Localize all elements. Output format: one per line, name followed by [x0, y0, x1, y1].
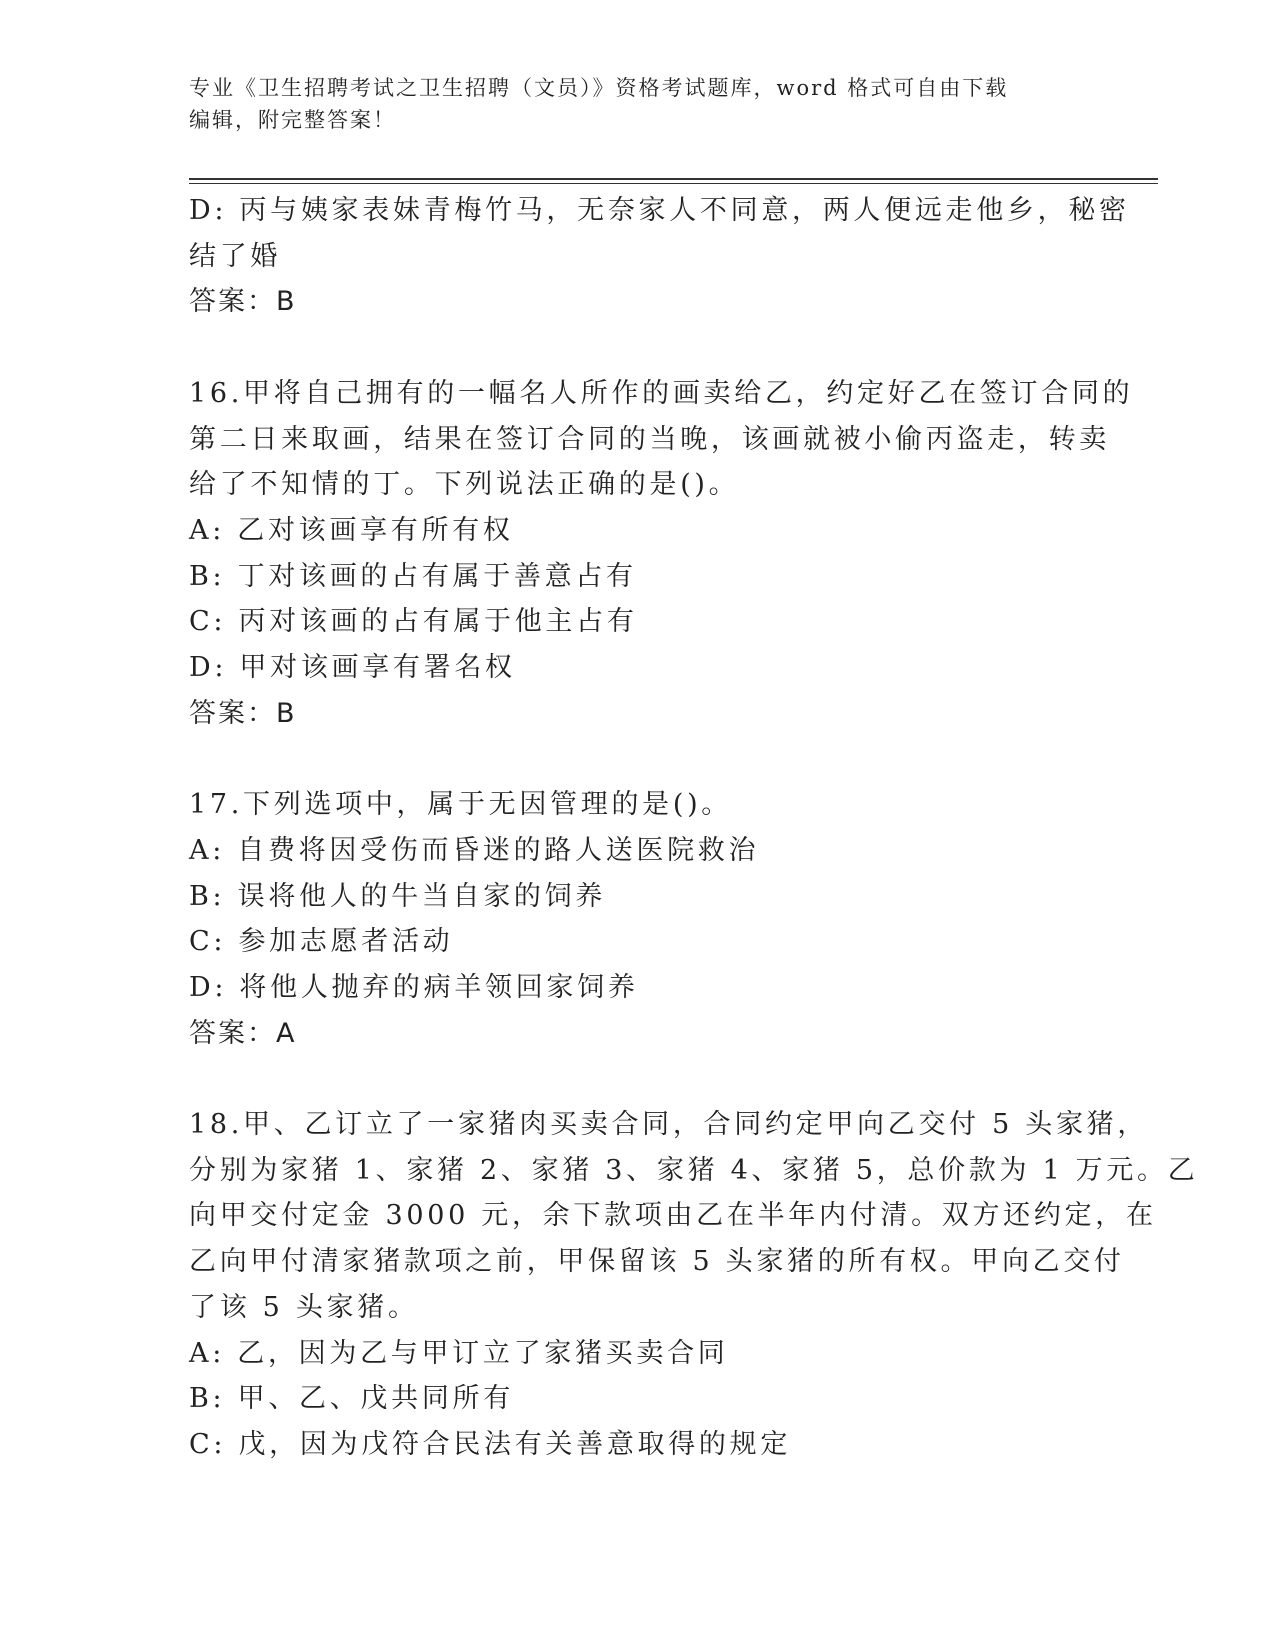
- question-16-option-c: C: 丙对该画的占有属于他主占有: [189, 606, 638, 638]
- question-16-stem-line-2: 第二日来取画，结果在签订合同的当晚，该画就被小偷丙盗走，转卖: [189, 423, 1110, 455]
- question-18: [189, 1102, 1199, 1468]
- answer-16: 答案：B: [189, 697, 297, 729]
- question-16-option-b: B: 丁对该画的占有属于善意占有: [189, 560, 637, 592]
- question-18-stem-line-2: 分别为家猪 1、家猪 2、家猪 3、家猪 4、家猪 5，总价款为 1 万元。乙: [189, 1154, 1199, 1186]
- question-18-option-c: C: 戊，因为戊符合民法有关善意取得的规定: [189, 1428, 792, 1460]
- question-16: [189, 371, 1134, 737]
- header-rule-thick: [189, 178, 1158, 180]
- question-16-option-d: D: 甲对该画享有署名权: [189, 652, 516, 684]
- option-d-line-1: D: 丙与姨家表妹青梅竹马，无奈家人不同意，两人便远走他乡，秘密: [189, 195, 1130, 226]
- question-18-option-a: A: 乙，因为乙与甲订立了家猪买卖合同: [189, 1337, 729, 1369]
- spacer: [189, 1056, 1089, 1102]
- question-17-stem-line-1: 17.下列选项中，属于无因管理的是()。: [189, 789, 733, 821]
- question-16-option-a: A: 乙对该画享有所有权: [189, 514, 514, 546]
- question-17: [189, 782, 1089, 1056]
- option-d-line-2: 结了婚: [189, 240, 282, 272]
- question-15-tail: [189, 188, 1130, 325]
- question-16-stem-line-3: 给了不知情的丁。下列说法正确的是()。: [189, 469, 740, 501]
- answer-15: 答案：B: [189, 286, 297, 318]
- question-18-stem-line-4: 乙向甲付清家猪款项之前，甲保留该 5 头家猪的所有权。甲向乙交付: [189, 1246, 1125, 1278]
- question-18-stem-line-1: 18.甲、乙订立了一家猪肉买卖合同，合同约定甲向乙交付 5 头家猪，: [189, 1109, 1149, 1141]
- question-content: [189, 188, 1199, 1468]
- header-line-1: 专业《卫生招聘考试之卫生招聘（文员）》资格考试题库，word 格式可自由下载: [189, 76, 1009, 100]
- question-18-stem-line-5: 了该 5 头家猪。: [189, 1291, 419, 1323]
- question-17-option-b: B: 误将他人的牛当自家的饲养: [189, 880, 607, 912]
- question-16-stem-line-1: 16.甲将自己拥有的一幅名人所作的画卖给乙，约定好乙在签订合同的: [189, 377, 1134, 409]
- spacer: [189, 325, 1089, 371]
- question-18-option-b: B: 甲、乙、戊共同所有: [189, 1383, 514, 1415]
- question-18-stem-line-3: 向甲交付定金 3000 元，余下款项由乙在半年内付清。双方还约定，在: [189, 1200, 1157, 1232]
- header-rule-thin: [189, 183, 1158, 184]
- page-header: [189, 72, 1089, 136]
- spacer: [189, 736, 1089, 782]
- question-17-option-a: A: 自费将因受伤而昏迷的路人送医院救治: [189, 834, 760, 866]
- question-17-option-c: C: 参加志愿者活动: [189, 926, 454, 958]
- question-17-option-d: D: 将他人抛弃的病羊领回家饲养: [189, 971, 639, 1003]
- answer-17: 答案：A: [189, 1017, 297, 1049]
- header-line-2: 编辑，附完整答案！: [189, 108, 396, 132]
